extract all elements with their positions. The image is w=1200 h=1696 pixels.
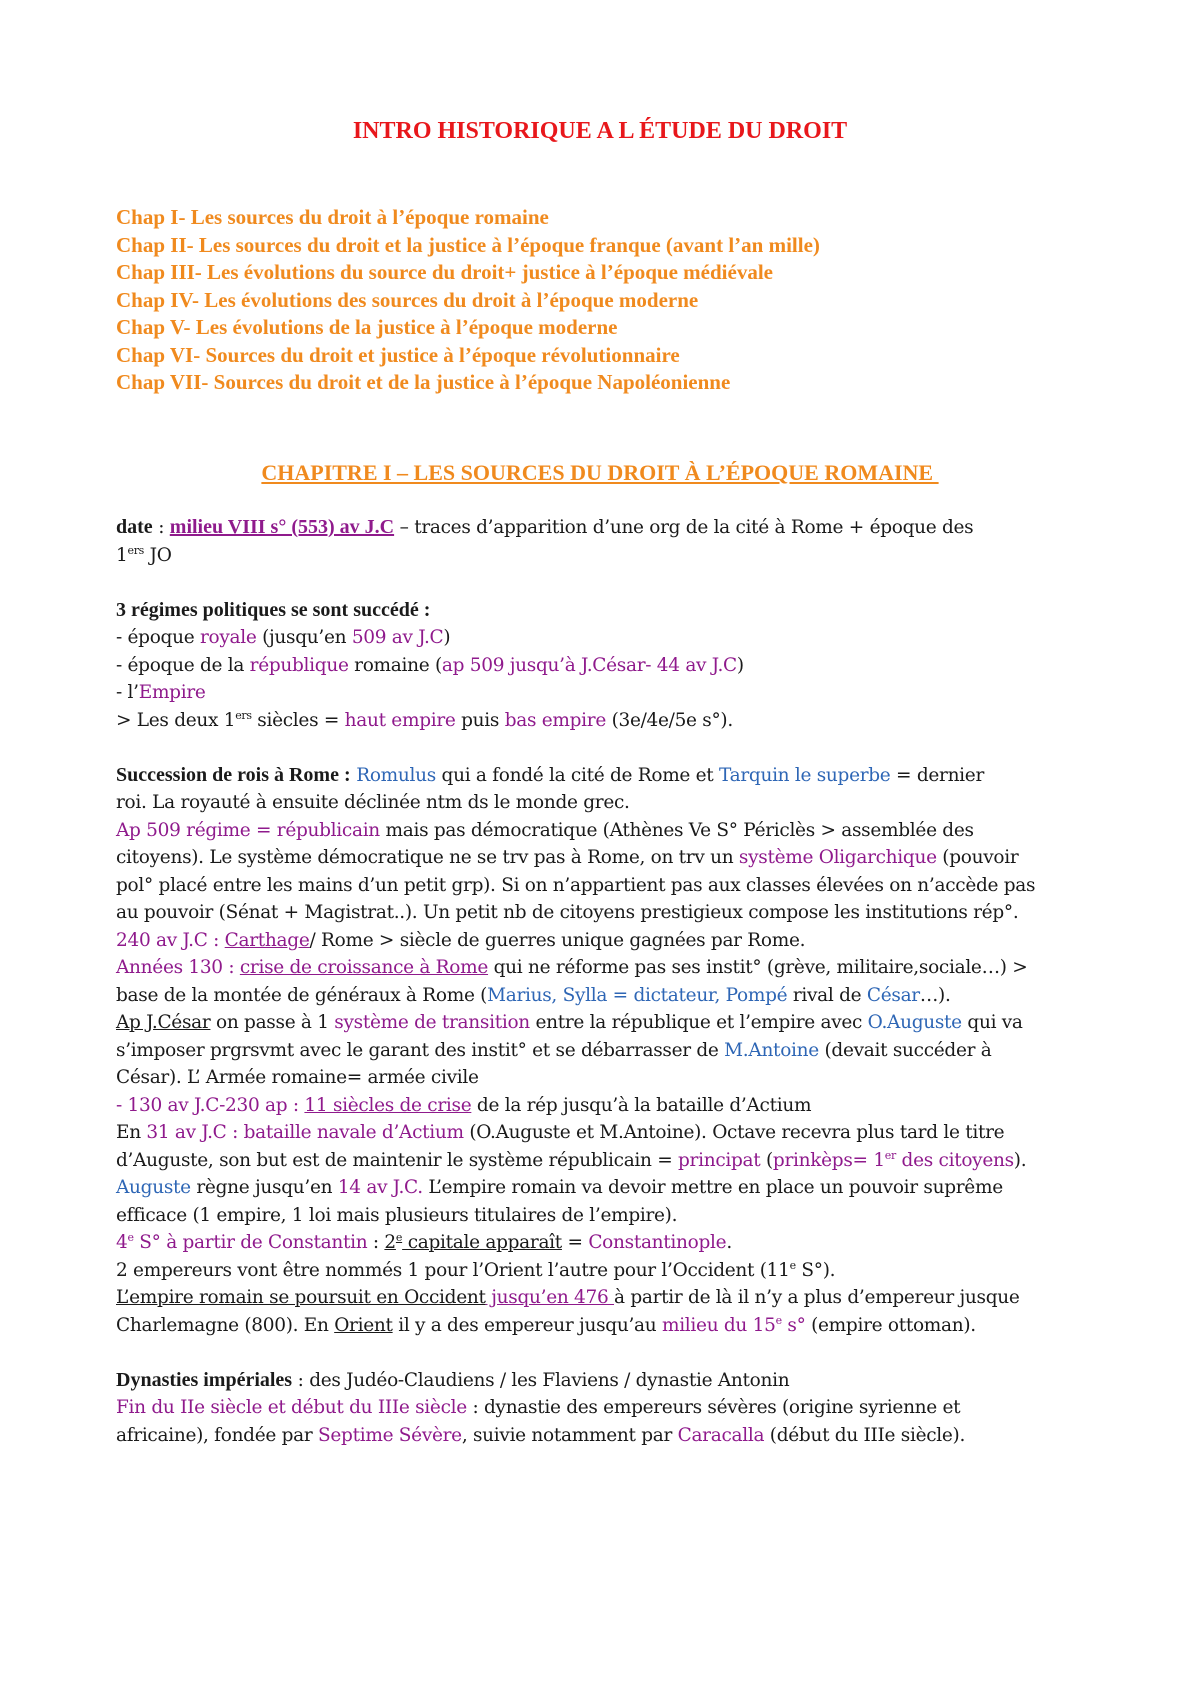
text-line — [116, 1092, 1096, 1120]
text-run: , suivie notamment par — [461, 1424, 678, 1446]
text-run: citoyens). Le système démocratique ne se trv pas à Rome, on trv un — [116, 847, 739, 868]
text-run: César — [866, 984, 920, 1006]
text-run: = dernier — [890, 764, 984, 786]
text-run: 1 — [116, 544, 128, 566]
text-run: Constantinople — [588, 1232, 727, 1253]
toc-item: Chap VI- Sources du droit et justice à l’époque révolutionnaire — [116, 342, 680, 367]
text-run: ( — [760, 1149, 773, 1171]
text-run: capitale apparaît — [402, 1232, 562, 1253]
text-run: e — [127, 1230, 134, 1244]
text-line — [116, 1037, 1096, 1065]
text-run: - époque — [116, 627, 200, 648]
text-run: César). L’ Armée romaine= armée civile — [116, 1067, 479, 1088]
text-run: roi. La royauté à ensuite déclinée ntm ds le monde grec. — [116, 792, 630, 813]
text-line — [116, 954, 1096, 982]
text-run: qui a fondé la cité de Rome et — [435, 764, 720, 786]
text-run: M.Antoine — [724, 1039, 819, 1061]
toc-item: Chap IV- Les évolutions des sources du droit à l’époque moderne — [116, 287, 699, 312]
text-run: . — [726, 1232, 732, 1253]
text-run: rival de — [787, 984, 867, 1006]
text-run: siècles = — [251, 709, 345, 731]
text-run: ). — [1013, 1149, 1027, 1171]
text-line — [116, 789, 1096, 817]
text-run: crise de croissance à Rome — [239, 957, 489, 978]
text-run: Ap J.César — [116, 1012, 211, 1033]
text-run: – traces d’apparition d’une org de la cité à Rome + époque des — [394, 517, 974, 538]
text-run: système Oligarchique — [738, 847, 937, 868]
text-line — [116, 927, 1096, 955]
chapter-heading: CHAPITRE I – LES SOURCES DU DROIT À L’ÉPOQUE ROMAINE — [261, 460, 939, 485]
text-line — [116, 899, 1096, 927]
text-run: milieu du 15 — [661, 1314, 776, 1336]
text-run: Auguste — [116, 1177, 191, 1198]
text-run: Marius, Sylla = dictateur, Pompé — [487, 984, 788, 1006]
text-run: (O.Auguste et M.Antoine). Octave recevra plus tard le titre — [463, 1122, 1005, 1143]
text-run: qui va — [961, 1012, 1023, 1033]
text-run: principat — [678, 1149, 761, 1171]
text-run: s’imposer prgrsvmt avec le garant des instit° et se débarrasser de — [116, 1039, 725, 1061]
text-run: (jusqu’en — [256, 627, 352, 648]
text-line — [116, 679, 1096, 707]
toc-item: Chap III- Les évolutions du source du droit+ justice à l’époque médiévale — [116, 260, 773, 284]
text-run: puis — [455, 709, 505, 731]
text-run: - 130 av J.C-230 ap : — [116, 1094, 305, 1116]
text-run: ) — [443, 627, 451, 648]
text-run: pol° placé entre les mains d’un petit grp). Si on n’appartient pas aux classes élevées on n’accède pas — [116, 874, 1036, 896]
text-run: prinkèps= 1 — [772, 1149, 885, 1171]
text-line — [116, 1202, 1096, 1230]
text-line — [116, 542, 1096, 570]
text-run: L’empire romain va devoir mettre en place un pouvoir suprême — [422, 1177, 1003, 1198]
text-line — [116, 1394, 1096, 1422]
text-run: des citoyens — [895, 1149, 1014, 1171]
text-run: - l’ — [116, 682, 139, 703]
text-line — [116, 1367, 1096, 1395]
text-run: 509 av J.C — [351, 627, 444, 648]
text-run: / Rome > siècle de guerres unique gagnées par Rome. — [309, 929, 806, 951]
text-run: qui ne réforme pas ses instit° (grève, militaire,sociale…) > — [488, 957, 1028, 978]
text-run: (début du IIIe siècle). — [764, 1424, 966, 1446]
text-run: > Les deux 1 — [116, 709, 236, 731]
text-line — [116, 872, 1096, 900]
text-line — [116, 597, 1096, 625]
text-run: 14 av J.C. — [337, 1177, 423, 1198]
text-run: e — [789, 1258, 796, 1272]
text-run: bas empire — [504, 709, 606, 731]
text-run: - époque de la — [116, 654, 250, 676]
table-of-contents — [116, 204, 820, 397]
text-run: Fin du IIe siècle et début du IIIe siècle — [116, 1397, 467, 1418]
text-run: L’empire romain se poursuit en Occident — [116, 1287, 486, 1308]
text-line — [116, 652, 1096, 680]
blank-line — [116, 734, 1096, 762]
text-run: 2 empereurs vont être nommés 1 pour l’Orient l’autre pour l’Occident (11 — [116, 1259, 790, 1281]
text-run: ers — [127, 543, 144, 557]
text-run: (empire ottoman). — [805, 1314, 976, 1336]
text-run: (pouvoir — [936, 847, 1019, 868]
text-run: Tarquin le superbe — [719, 764, 891, 786]
text-run: ) — [736, 654, 744, 676]
text-line — [116, 1119, 1096, 1147]
text-line — [116, 1147, 1096, 1175]
text-run: e — [395, 1230, 403, 1244]
document-title: INTRO HISTORIQUE A L ÉTUDE DU DROIT — [352, 118, 848, 144]
text-run: à partir de là il n’y a plus d’empereur jusque — [614, 1287, 1020, 1308]
text-line — [116, 1174, 1096, 1202]
text-run: base de la montée de généraux à Rome ( — [116, 984, 488, 1006]
text-run: Septime Sévère — [318, 1424, 462, 1446]
text-run: 31 av J.C : — [146, 1122, 244, 1143]
toc-item: Chap II- Les sources du droit et la justice à l’époque franque (avant l’an mille) — [116, 232, 820, 257]
text-line — [116, 1422, 1096, 1450]
text-run: d’Auguste, son but est de maintenir le système républicain = — [116, 1149, 679, 1171]
text-run: africaine), fondée par — [116, 1424, 319, 1446]
text-line — [116, 1009, 1096, 1037]
text-run: entre la république et l’empire avec — [529, 1012, 868, 1033]
text-run: 11 siècles de crise — [304, 1094, 472, 1116]
text-run: Ap 509 régime = républicain — [116, 819, 380, 841]
text-run: Romulus — [356, 764, 436, 786]
text-run: haut empire — [344, 709, 456, 731]
text-run: En — [116, 1122, 147, 1143]
text-run: Succession de rois à Rome : — [116, 763, 351, 786]
text-run: : — [152, 517, 170, 538]
text-run: 2 — [384, 1232, 396, 1253]
text-line — [116, 982, 1096, 1010]
text-run: de la rép jusqu’à la bataille d’Actium — [471, 1094, 812, 1116]
text-line — [116, 844, 1096, 872]
text-run: règne jusqu’en — [190, 1177, 338, 1198]
text-run: Années 130 : — [116, 957, 240, 978]
text-line — [116, 1064, 1096, 1092]
text-run: : des Judéo-Claudiens / les Flaviens / dynastie Antonin — [292, 1369, 790, 1391]
text-run: on passe à 1 — [210, 1012, 335, 1033]
text-run: jusqu’en 476 — [485, 1287, 615, 1308]
text-run: JO — [144, 544, 172, 566]
text-line — [116, 624, 1096, 652]
text-run: mais pas démocratique (Athènes Ve S° Périclès > assemblée des — [379, 819, 974, 841]
text-run: ers — [235, 708, 252, 722]
text-run: (devait succéder à — [818, 1039, 992, 1061]
text-line — [116, 817, 1096, 845]
text-run: Dynasties impériales — [116, 1368, 293, 1391]
text-run: S° à partir de Constantin — [133, 1232, 368, 1253]
text-run: O.Auguste — [867, 1012, 962, 1033]
text-run: royale — [199, 627, 257, 648]
toc-item: Chap I- Les sources du droit à l’époque romaine — [116, 205, 549, 229]
text-line — [116, 1284, 1096, 1312]
text-run: Orient — [334, 1314, 393, 1336]
text-run: république — [249, 654, 349, 676]
text-run: au pouvoir (Sénat + Magistrat..). Un petit nb de citoyens prestigieux compose les institutions rép°. — [116, 902, 1019, 923]
text-run: 240 av J.C : — [116, 929, 225, 951]
toc-item: Chap VII- Sources du droit et de la justice à l’époque Napoléonienne — [116, 370, 731, 394]
text-run: 4 — [116, 1232, 128, 1253]
text-run: er — [884, 1148, 896, 1162]
text-line — [116, 707, 1096, 735]
text-run: il y a des empereur jusqu’au — [392, 1314, 662, 1336]
text-run: Caracalla — [677, 1424, 765, 1446]
text-run: S°). — [795, 1259, 836, 1281]
text-run: milieu VIII s° (553) av J.C — [169, 516, 395, 538]
text-run: romaine ( — [348, 654, 442, 676]
text-run: : dynastie des empereurs sévères (origine syrienne et — [466, 1397, 961, 1418]
text-run: 3 régimes politiques se sont succédé : — [116, 598, 431, 621]
text-run: bataille navale d’Actium — [243, 1122, 464, 1143]
blank-line — [116, 1339, 1096, 1367]
text-run: (3e/4e/5e s°). — [605, 709, 733, 731]
text-run: date — [116, 516, 153, 538]
text-run: système de transition — [334, 1012, 530, 1033]
text-run: : — [367, 1232, 385, 1253]
text-run: Empire — [138, 682, 206, 703]
text-run: e — [775, 1313, 782, 1327]
text-line — [116, 514, 1096, 542]
blank-line — [116, 569, 1096, 597]
text-run: Carthage — [224, 929, 310, 951]
text-run: s° — [781, 1314, 806, 1336]
text-run: Charlemagne (800). En — [116, 1314, 335, 1336]
text-run: …). — [919, 984, 951, 1006]
text-line — [116, 1257, 1096, 1285]
text-run: = — [561, 1232, 589, 1253]
toc-item: Chap V- Les évolutions de la justice à l’époque moderne — [116, 315, 618, 339]
text-run: efficace (1 empire, 1 loi mais plusieurs titulaires de l’empire). — [116, 1204, 678, 1226]
text-line — [116, 762, 1096, 790]
body-text — [116, 514, 1096, 1449]
text-line — [116, 1229, 1096, 1257]
text-run: ap 509 jusqu’à J.César- 44 av J.C — [441, 654, 737, 676]
text-line — [116, 1312, 1096, 1340]
